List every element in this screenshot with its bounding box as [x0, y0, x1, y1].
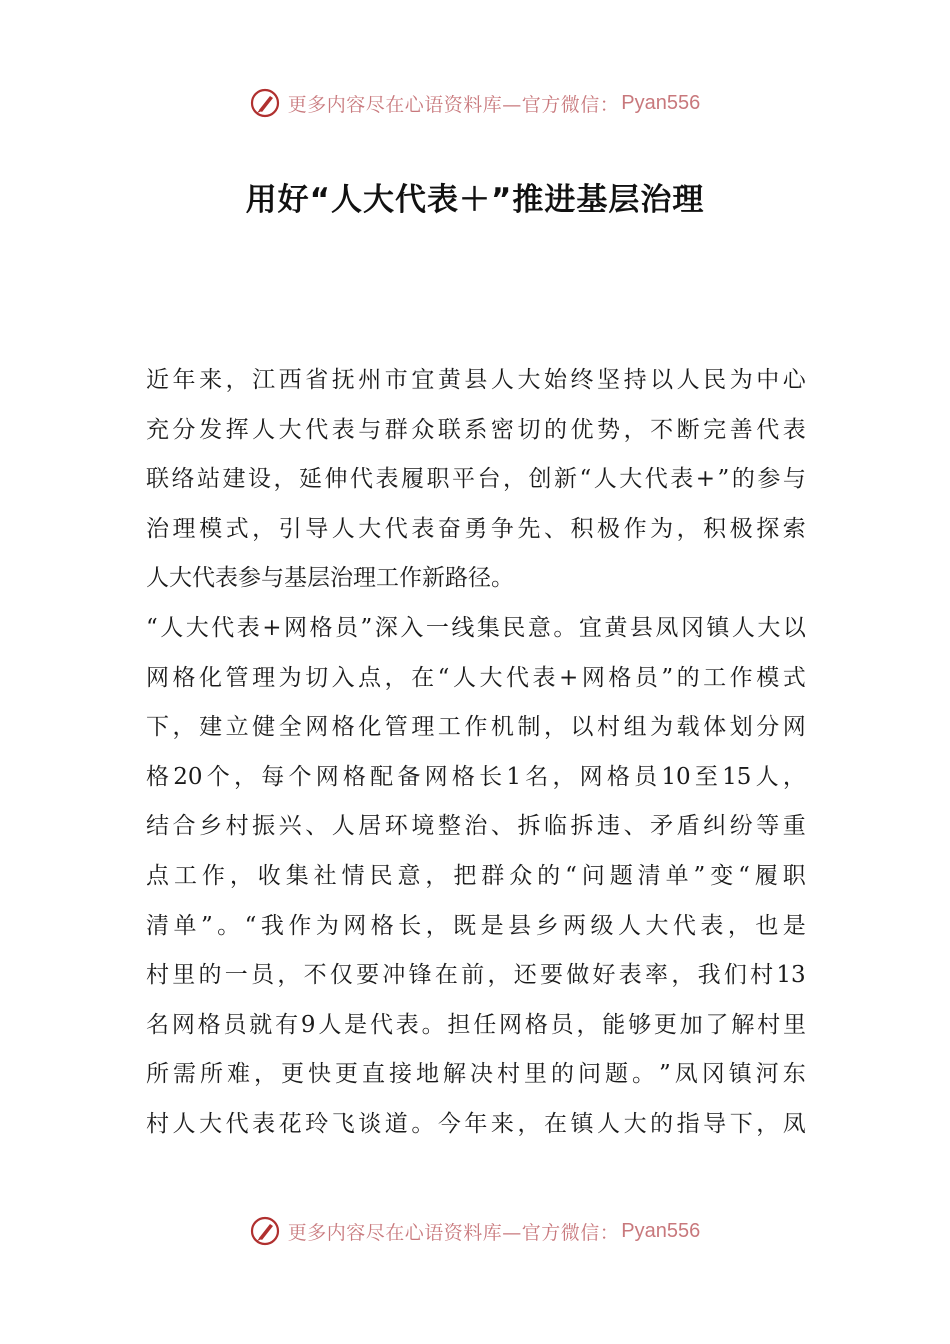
watermark-text: 更多内容尽在心语资料库—官方微信：	[287, 1221, 620, 1244]
text-line: 村 里 的 一 员 ， 不 仅 要 冲 锋 在 前 ， 还 要 做 好 表 率 ， 我 们 村 13	[146, 962, 806, 989]
text-line: 联 络 站 建 设 ， 延 伸 代 表 履 职 平 台 ， 创 新 “ 人 大 代 表 + ” 的 参 与	[146, 466, 806, 493]
text-line: 名 网 格 员 就 有 9 人 是 代 表 。 担 任 网 格 员 ， 能 够 更 加 了 解 村 里	[146, 1011, 806, 1038]
text-line: 村 人 大 代 表 花 玲 飞 谈 道 。 今 年 来 ， 在 镇 人 大 的 指 导 下 ， 凤	[146, 1110, 806, 1137]
text-line: 格 20 个 ， 每 个 网 格 配 备 网 格 长 1 名 ， 网 格 员 10 至 15 人 ，	[146, 763, 806, 790]
watermark-text: 更多内容尽在心语资料库—官方微信：	[287, 93, 620, 116]
text-line: “ 人 大 代 表 + 网 格 员 ” 深 入 一 线 集 民 意 。 宜 黄 县 凤 冈 镇 人 大 以	[146, 614, 806, 641]
document-body	[146, 356, 806, 1150]
text-line: 近 年 来 ， 江 西 省 抚 州 市 宜 黄 县 人 大 始 终 坚 持 以 人 民 为 中 心	[146, 367, 806, 393]
text-line: 治 理 模 式 ， 引 导 人 大 代 表 奋 勇 争 先 、 积 极 作 为 ， 积 极 探 索	[146, 515, 806, 542]
text-line: 网 格 化 管 理 为 切 入 点 ， 在 “ 人 大 代 表 + 网 格 员 ” 的 工 作 模 式	[146, 664, 806, 691]
document-title: 用好“人大代表＋”推进基层治理	[245, 182, 705, 218]
text-line: 清 单 ” 。 “ 我 作 为 网 格 长 ， 既 是 县 乡 两 级 人 大 代 表 ， 也 是	[146, 912, 806, 939]
text-line: 结 合 乡 村 振 兴 、 人 居 环 境 整 治 、 拆 临 拆 违 、 矛 盾 纠 纷 等 重	[146, 813, 806, 840]
pen-logo-icon	[250, 88, 280, 118]
watermark-banner-bottom	[0, 1211, 950, 1251]
text-line: 充 分 发 挥 人 大 代 表 与 群 众 联 系 密 切 的 优 势 ， 不 断 完 善 代 表	[146, 416, 806, 443]
pen-logo-icon	[250, 1216, 280, 1246]
text-line: 所 需 所 难 ， 更 快 更 直 接 地 解 决 村 里 的 问 题 。 ” 凤 冈 镇 河 东	[146, 1061, 806, 1088]
text-line: 点 工 作 ， 收 集 社 情 民 意 ， 把 群 众 的 “ 问 题 清 单 ” 变 “ 履 职	[146, 862, 806, 889]
text-line: 人大代表参与基层治理工作新路径。	[146, 565, 514, 592]
watermark-banner-top	[0, 83, 950, 123]
wechat-id: Pyan556	[621, 1219, 701, 1242]
text-line: 下 ， 建 立 健 全 网 格 化 管 理 工 作 机 制 ， 以 村 组 为 载 体 划 分 网	[146, 714, 806, 741]
wechat-id: Pyan556	[621, 91, 701, 114]
